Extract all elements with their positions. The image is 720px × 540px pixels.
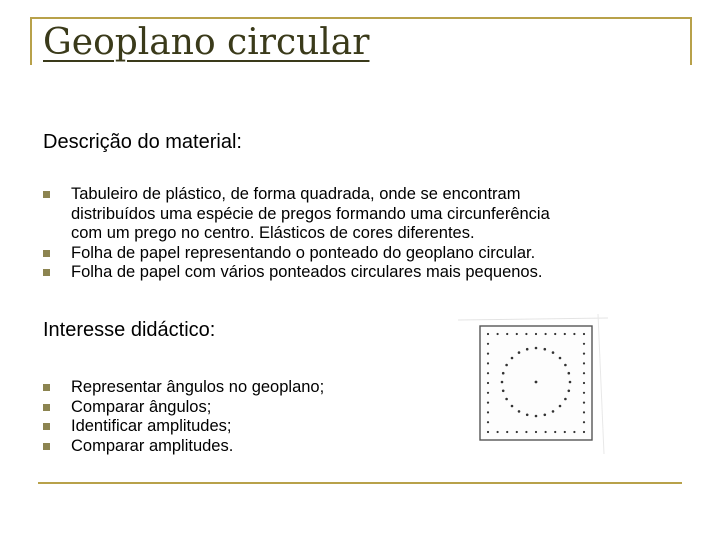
geoplano-circle-dot	[505, 364, 508, 367]
interest-item	[43, 378, 443, 398]
geoplano-border-dot	[525, 431, 527, 433]
description-item-line: Tabuleiro de plástico, de forma quadrada, onde se encontram	[71, 185, 521, 203]
description-list	[43, 185, 663, 283]
geoplano-border-dot	[554, 333, 556, 335]
geoplano-border-dot	[583, 333, 585, 335]
geoplano-border-dot	[487, 333, 489, 335]
geoplano-border-dot	[487, 382, 489, 384]
frame-top-line	[30, 17, 692, 19]
geoplano-border-dot	[487, 343, 489, 345]
geoplano-border-dot	[487, 372, 489, 374]
interest-item-line: Representar ângulos no geoplano;	[71, 378, 325, 396]
geoplano-border-dot	[487, 431, 489, 433]
square-bullet-icon	[43, 384, 50, 391]
geoplano-border-dot	[583, 411, 585, 413]
geoplano-circle-dot	[518, 351, 521, 354]
geoplano-border-dot	[583, 372, 585, 374]
geoplano-circle-dot	[526, 348, 529, 351]
geoplano-border-dot	[564, 431, 566, 433]
geoplano-circle-dot	[564, 364, 567, 367]
geoplano-circle-dot	[511, 357, 514, 360]
geoplano-border-dot	[487, 362, 489, 364]
geoplano-border-dot	[583, 353, 585, 355]
geoplano-border-dot	[525, 333, 527, 335]
description-item	[43, 244, 663, 264]
square-bullet-icon	[43, 191, 50, 198]
slide-title: Geoplano circular	[43, 22, 370, 63]
geoplano-border-dot	[497, 333, 499, 335]
square-bullet-icon	[43, 443, 50, 450]
geoplano-circle-dot	[552, 410, 555, 413]
geoplano-border-dot	[487, 421, 489, 423]
geoplano-image	[458, 314, 608, 454]
geoplano-border-dot	[535, 431, 537, 433]
geoplano-border-dot	[583, 421, 585, 423]
geoplano-circle-dot	[559, 357, 562, 360]
geoplano-circle-dot	[552, 351, 555, 354]
geoplano-border-dot	[506, 333, 508, 335]
geoplano-center-dot	[535, 381, 538, 384]
geoplano-circle-dot	[568, 372, 571, 375]
frame-left-line	[30, 17, 32, 65]
geoplano-circle-dot	[535, 415, 538, 418]
geoplano-border-dot	[583, 362, 585, 364]
geoplano-border-dot	[487, 353, 489, 355]
frame-bottom-line	[38, 482, 682, 484]
interest-item	[43, 437, 443, 457]
geoplano-border-dot	[545, 431, 547, 433]
geoplano-circle-dot	[511, 405, 514, 408]
interest-item-line: Comparar ângulos;	[71, 397, 212, 416]
description-item	[43, 263, 663, 283]
geoplano-circle-dot	[569, 381, 572, 384]
interest-item-line: Comparar amplitudes.	[71, 436, 234, 455]
geoplano-border-dot	[516, 333, 518, 335]
geoplano-scan-edge	[458, 318, 608, 320]
geoplano-border-dot	[487, 392, 489, 394]
geoplano-scan-edge	[598, 314, 604, 454]
geoplano-border-dot	[535, 333, 537, 335]
interest-heading: Interesse didáctico:	[43, 319, 216, 341]
geoplano-border-dot	[516, 431, 518, 433]
geoplano-circle-dot	[518, 410, 521, 413]
square-bullet-icon	[43, 250, 50, 257]
geoplano-circle-dot	[544, 414, 547, 417]
interest-item	[43, 398, 443, 418]
geoplano-circle-dot	[501, 381, 504, 384]
geoplano-border-dot	[583, 392, 585, 394]
geoplano-border-dot	[583, 402, 585, 404]
geoplano-border-dot	[573, 431, 575, 433]
geoplano-border-dot	[545, 333, 547, 335]
geoplano-circle-dot	[502, 372, 505, 375]
description-item	[43, 185, 663, 244]
geoplano-circle-dot	[564, 398, 567, 401]
description-item-line: Folha de papel representando o ponteado do geoplano circular.	[71, 243, 536, 262]
geoplano-border-dot	[564, 333, 566, 335]
geoplano-circle-dot	[559, 405, 562, 408]
geoplano-border-dot	[583, 382, 585, 384]
geoplano-border-dot	[497, 431, 499, 433]
geoplano-circle-dot	[505, 398, 508, 401]
geoplano-circle-dot	[526, 414, 529, 417]
geoplano-circle-dot	[535, 347, 538, 350]
square-bullet-icon	[43, 269, 50, 276]
interest-list	[43, 378, 443, 456]
description-heading: Descrição do material:	[43, 131, 242, 153]
square-bullet-icon	[43, 404, 50, 411]
interest-item	[43, 417, 443, 437]
frame-right-line	[690, 17, 692, 65]
geoplano-border-dot	[583, 431, 585, 433]
geoplano-border-dot	[506, 431, 508, 433]
geoplano-border-dot	[487, 402, 489, 404]
square-bullet-icon	[43, 423, 50, 430]
description-item-line: Folha de papel com vários ponteados circulares mais pequenos.	[71, 263, 543, 281]
geoplano-circle-dot	[568, 390, 571, 393]
geoplano-border-dot	[583, 343, 585, 345]
description-item-line: com um prego no centro. Elásticos de cores diferentes.	[71, 224, 475, 242]
geoplano-border-dot	[573, 333, 575, 335]
interest-item-line: Identificar amplitudes;	[71, 417, 232, 435]
geoplano-circle-dot	[502, 390, 505, 393]
geoplano-border-dot	[487, 411, 489, 413]
geoplano-circle-dot	[544, 348, 547, 351]
geoplano-border-dot	[554, 431, 556, 433]
description-item-line: distribuídos uma espécie de pregos formando uma circunferência	[71, 204, 550, 223]
